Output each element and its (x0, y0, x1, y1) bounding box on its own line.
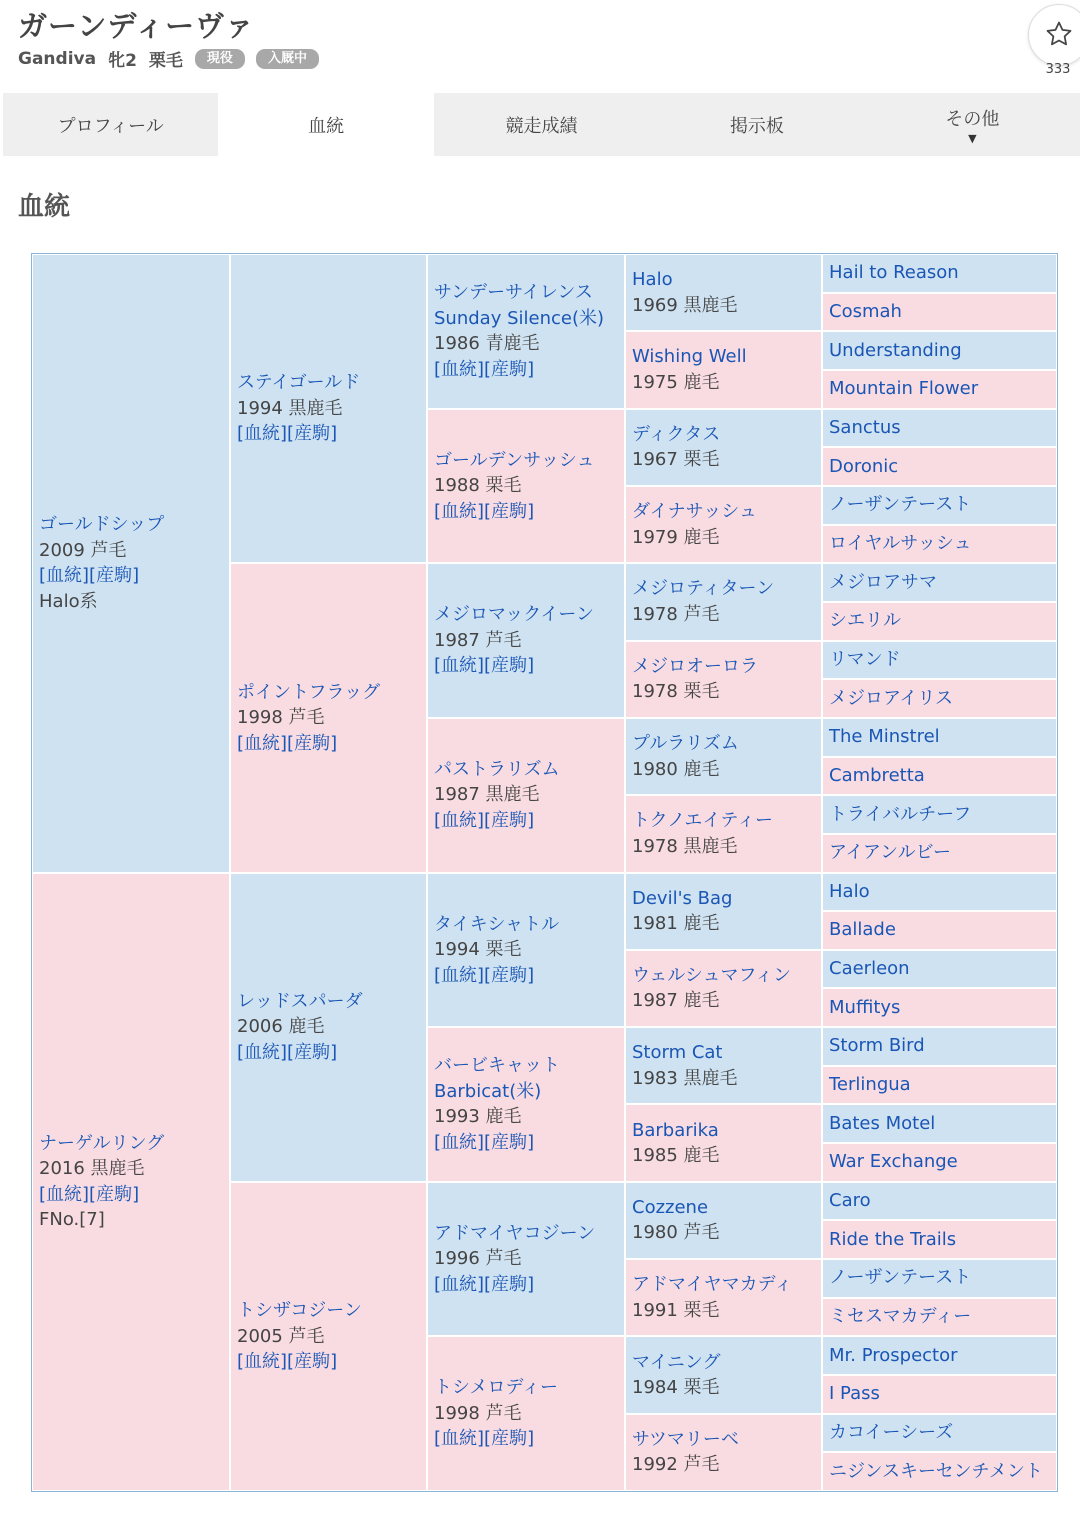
ancestor-name-link[interactable]: トクノエイティー (632, 810, 773, 832)
favorite-button[interactable] (1028, 4, 1080, 66)
pedigree-cell (625, 795, 822, 872)
ancestor-name-link[interactable]: ノーザンテースト (829, 1267, 972, 1289)
offspring-link[interactable]: [産駒] (484, 358, 535, 380)
ancestor-name-link[interactable]: カコイーシーズ (829, 1422, 954, 1444)
ancestor-birth-color: 1978 栗毛 (632, 681, 720, 703)
pedigree-table (32, 254, 1057, 1491)
ancestor-name-link[interactable]: Cosmah (829, 300, 902, 322)
ancestor-birth-color: 1998 芦毛 (237, 707, 325, 729)
ancestor-birth-color: 1983 黒鹿毛 (632, 1067, 738, 1089)
ancestor-birth-color: 1994 栗毛 (434, 939, 522, 961)
ancestor-links (434, 963, 624, 989)
ancestor-extra: Halo系 (39, 590, 98, 612)
ancestor-name-link[interactable]: サツマリーベ (632, 1428, 739, 1450)
ancestor-name-link[interactable]: ノーザンテースト (829, 494, 972, 516)
ancestor-name-link[interactable]: Devil's Bag (632, 887, 733, 909)
ancestor-birth-color: 1987 鹿毛 (632, 990, 720, 1012)
horse-subtitle (18, 46, 330, 71)
ancestor-name-link[interactable]: トシメロディー (434, 1377, 559, 1399)
ancestor-birth-color: 1987 黒鹿毛 (434, 784, 540, 806)
pedigree-cell (822, 293, 1057, 332)
pedigree-cell (32, 873, 230, 1492)
offspring-link[interactable]: [産駒] (484, 500, 535, 522)
ancestor-links (434, 499, 624, 525)
pedigree-cell (822, 757, 1057, 796)
pedigree-cell (625, 718, 822, 795)
tab-pedigree[interactable]: 血統 (218, 93, 433, 156)
pedigree-cell (427, 254, 625, 409)
ancestor-name-link[interactable]: Halo (829, 880, 870, 902)
ancestor-birth-color: 1992 芦毛 (632, 1454, 720, 1476)
ancestor-birth-color: 1998 芦毛 (434, 1402, 522, 1424)
ancestor-name-link[interactable]: ステイゴールド (237, 372, 361, 394)
ancestor-birth-color: 2009 芦毛 (39, 539, 127, 561)
offspring-link[interactable]: [産駒] (287, 1351, 338, 1373)
ancestor-links (39, 1182, 229, 1208)
ancestor-birth-color: 1979 鹿毛 (632, 526, 720, 548)
horse-sex-age: 牝2 (108, 51, 137, 71)
pedigree-link[interactable]: [血統] (237, 1351, 288, 1373)
ancestor-name-link[interactable]: Terlingua (829, 1074, 911, 1096)
pedigree-cell (32, 254, 230, 873)
pedigree-cell (822, 1375, 1057, 1414)
ancestor-name-link[interactable]: ゴールデンサッシュ (434, 449, 595, 471)
ancestor-name-link[interactable]: メジロティターン (632, 578, 775, 600)
ancestor-name-link[interactable]: Caerleon (829, 958, 910, 980)
pedigree-cell (822, 409, 1057, 448)
ancestor-birth-color: 1987 芦毛 (434, 629, 522, 651)
pedigree-cell (427, 718, 625, 873)
pedigree-cell (427, 563, 625, 718)
pedigree-cell (427, 1336, 625, 1491)
ancestor-birth-color: 2006 鹿毛 (237, 1016, 325, 1038)
tab-race-results[interactable]: 競走成績 (505, 115, 578, 137)
ancestor-birth-color: 1975 鹿毛 (632, 371, 720, 393)
ancestor-birth-color: 1980 芦毛 (632, 1222, 720, 1244)
pedigree-cell (625, 641, 822, 718)
ancestor-links (434, 1426, 624, 1452)
ancestor-name-link[interactable]: Muffitys (829, 996, 901, 1018)
pedigree-cell (822, 834, 1057, 873)
ancestor-name-link[interactable]: レッドスパーダ (237, 990, 363, 1012)
ancestor-name-link[interactable]: メジロマックイーン (434, 604, 595, 626)
pedigree-link[interactable]: [血統] (434, 809, 485, 831)
pedigree-cell (822, 1336, 1057, 1375)
pedigree-cell (822, 1298, 1057, 1337)
ancestor-name-link[interactable]: War Exchange (829, 1151, 958, 1173)
ancestor-links (39, 563, 229, 589)
favorite-count: 333 (1045, 62, 1071, 77)
ancestor-name-link[interactable]: Ballade (829, 919, 896, 941)
ancestor-name-link[interactable]: アドマイヤマカディ (632, 1274, 793, 1296)
caret-down-icon: ▼ (968, 132, 977, 145)
ancestor-name-link[interactable]: Storm Bird (829, 1035, 925, 1057)
ancestor-links (434, 1272, 624, 1298)
ancestor-name-link[interactable]: トシザコジーン (237, 1300, 362, 1322)
ancestor-name-link[interactable]: Cozzene (632, 1196, 709, 1218)
ancestor-name-link[interactable]: ロイヤルサッシュ (829, 532, 972, 554)
pedigree-link[interactable]: [血統] (434, 358, 485, 380)
ancestor-name-link[interactable]: マイニング (632, 1351, 721, 1373)
tab-bulletin-board[interactable]: 掲示板 (729, 115, 784, 137)
ancestor-birth-color: 1978 黒鹿毛 (632, 835, 738, 857)
ancestor-name-link[interactable]: ナーゲルリング (39, 1132, 165, 1154)
status-badge-active: 現役 (195, 49, 245, 69)
pedigree-cell (822, 486, 1057, 525)
pedigree-link[interactable]: [血統] (434, 655, 485, 677)
pedigree-cell (625, 254, 822, 331)
ancestor-birth-color: 2016 黒鹿毛 (39, 1158, 145, 1180)
pedigree-cell (822, 1027, 1057, 1066)
pedigree-cell (822, 1414, 1057, 1453)
ancestor-links (434, 357, 624, 383)
pedigree-cell (427, 1182, 625, 1337)
ancestor-name-link[interactable]: バービキャット (434, 1055, 560, 1077)
ancestor-birth-color: 1967 栗毛 (632, 449, 720, 471)
offspring-link[interactable]: [産駒] (89, 565, 140, 587)
pedigree-cell (822, 1259, 1057, 1298)
horse-color: 栗毛 (148, 51, 183, 71)
pedigree-cell (625, 1182, 822, 1259)
pedigree-cell (625, 873, 822, 950)
pedigree-cell (625, 1027, 822, 1104)
star-icon (1044, 19, 1074, 49)
ancestor-name-link[interactable]: アイアンルビー (829, 842, 951, 864)
offspring-link[interactable]: [産駒] (287, 423, 338, 445)
pedigree-cell (625, 1104, 822, 1181)
pedigree-cell (822, 370, 1057, 409)
horse-name: ガーンディーヴァ (18, 9, 255, 43)
offspring-link[interactable]: [産駒] (287, 732, 338, 754)
ancestor-name-link[interactable]: Ride the Trails (829, 1228, 957, 1250)
pedigree-link[interactable]: [血統] (237, 1041, 288, 1063)
ancestor-birth-color: 1994 黒鹿毛 (237, 397, 343, 419)
pedigree-cell (822, 1220, 1057, 1259)
offspring-link[interactable]: [産駒] (484, 1273, 535, 1295)
horse-header (0, 0, 1080, 92)
ancestor-birth-color: 1981 鹿毛 (632, 913, 720, 935)
pedigree-cell (230, 563, 427, 872)
ancestor-birth-color: 1985 鹿毛 (632, 1145, 720, 1167)
pedigree-cell (822, 1104, 1057, 1143)
ancestor-birth-color: 1988 栗毛 (434, 475, 522, 497)
ancestor-name-link[interactable]: ウェルシュマフィン (632, 964, 792, 986)
ancestor-birth-color: 1991 栗毛 (632, 1299, 720, 1321)
pedigree-cell (625, 1336, 822, 1413)
pedigree-cell (822, 641, 1057, 680)
pedigree-link[interactable]: [血統] (237, 732, 288, 754)
ancestor-name-link[interactable]: Cambretta (829, 764, 925, 786)
pedigree-cell (822, 447, 1057, 486)
ancestor-name-en-link[interactable]: Sunday Silence(米) (434, 307, 604, 329)
ancestor-name-link[interactable]: Wishing Well (632, 346, 747, 368)
offspring-link[interactable]: [産駒] (484, 655, 535, 677)
offspring-link[interactable]: [産駒] (484, 809, 535, 831)
ancestor-name-link[interactable]: Barbarika (632, 1119, 719, 1141)
status-badge-stable: 入厩中 (256, 49, 319, 69)
pedigree-cell (230, 1182, 427, 1491)
pedigree-cell (822, 1182, 1057, 1221)
pedigree-cell (822, 1452, 1057, 1491)
ancestor-name-link[interactable]: Doronic (829, 455, 899, 477)
tab-other[interactable] (865, 93, 1080, 156)
pedigree-cell (427, 409, 625, 564)
tab-bar (3, 93, 1080, 156)
ancestor-name-link[interactable]: アドマイヤコジーン (434, 1222, 596, 1244)
ancestor-birth-color: 1969 黒鹿毛 (632, 294, 738, 316)
ancestor-name-link[interactable]: ディクタス (632, 423, 721, 445)
ancestor-name-link[interactable]: トライバルチーフ (829, 803, 972, 825)
ancestor-name-link[interactable]: タイキシャトル (434, 913, 560, 935)
pedigree-cell (427, 873, 625, 1028)
ancestor-name-link[interactable]: Mountain Flower (829, 378, 979, 400)
ancestor-links (237, 1040, 426, 1066)
ancestor-name-link[interactable]: ポイントフラッグ (237, 681, 381, 703)
ancestor-links (434, 653, 624, 679)
pedigree-link[interactable]: [血統] (237, 423, 288, 445)
ancestor-birth-color: 1980 鹿毛 (632, 758, 720, 780)
pedigree-cell (822, 795, 1057, 834)
ancestor-name-link[interactable]: The Minstrel (829, 726, 940, 748)
ancestor-extra: FNo.[7] (39, 1209, 105, 1231)
pedigree-cell (822, 950, 1057, 989)
ancestor-links (237, 731, 426, 757)
tab-other-label: その他 (945, 109, 1000, 130)
offspring-link[interactable]: [産駒] (484, 1131, 535, 1153)
pedigree-cell (822, 911, 1057, 950)
ancestor-name-link[interactable]: ダイナサッシュ (632, 501, 757, 523)
pedigree-cell (822, 602, 1057, 641)
pedigree-cell (822, 254, 1057, 293)
pedigree-link[interactable]: [血統] (39, 565, 90, 587)
pedigree-cell (822, 331, 1057, 370)
ancestor-name-link[interactable]: リマンド (829, 648, 901, 670)
ancestor-links (434, 808, 624, 834)
ancestor-birth-color: 1996 芦毛 (434, 1248, 522, 1270)
pedigree-cell (625, 486, 822, 563)
ancestor-name-link[interactable]: パストラリズム (434, 758, 560, 780)
pedigree-cell (625, 563, 822, 640)
pedigree-cell (822, 873, 1057, 912)
pedigree-link[interactable]: [血統] (434, 500, 485, 522)
pedigree-cell (822, 563, 1057, 602)
pedigree-cell (822, 1066, 1057, 1105)
ancestor-name-link[interactable]: Bates Motel (829, 1112, 936, 1134)
pedigree-cell (822, 679, 1057, 718)
ancestor-name-link[interactable]: ゴールドシップ (39, 514, 165, 536)
ancestor-name-link[interactable]: サンデーサイレンス (434, 282, 593, 304)
ancestor-links (237, 1349, 426, 1375)
pedigree-cell (822, 988, 1057, 1027)
ancestor-birth-color: 1978 芦毛 (632, 603, 720, 625)
offspring-link[interactable]: [産駒] (484, 964, 535, 986)
ancestor-birth-color: 1993 鹿毛 (434, 1106, 522, 1128)
pedigree-cell (427, 1027, 625, 1182)
ancestor-name-link[interactable]: メジロオーロラ (632, 655, 758, 677)
ancestor-name-link[interactable]: Halo (632, 269, 673, 291)
pedigree-cell (625, 409, 822, 486)
ancestor-name-link[interactable]: Sanctus (829, 416, 901, 438)
pedigree-cell (230, 254, 427, 563)
section-title: 血統 (18, 192, 71, 222)
ancestor-name-link[interactable]: I Pass (829, 1383, 880, 1405)
pedigree-link[interactable]: [血統] (434, 1131, 485, 1153)
ancestor-links (434, 1130, 624, 1156)
ancestor-name-link[interactable]: Caro (829, 1190, 871, 1212)
pedigree-cell (230, 873, 427, 1182)
ancestor-name-link[interactable]: ミセスマカディー (829, 1306, 972, 1328)
pedigree-link[interactable]: [血統] (434, 964, 485, 986)
pedigree-cell (625, 1259, 822, 1336)
ancestor-birth-color: 1984 栗毛 (632, 1377, 720, 1399)
ancestor-name-link[interactable]: メジロアサマ (829, 571, 937, 593)
ancestor-name-link[interactable]: メジロアイリス (829, 687, 954, 709)
ancestor-name-en-link[interactable]: Barbicat(米) (434, 1080, 542, 1102)
pedigree-cell (625, 950, 822, 1027)
pedigree-cell (822, 718, 1057, 757)
pedigree-link[interactable]: [血統] (39, 1183, 90, 1205)
ancestor-name-link[interactable]: Storm Cat (632, 1042, 723, 1064)
pedigree-cell (625, 331, 822, 408)
offspring-link[interactable]: [産駒] (484, 1428, 535, 1450)
ancestor-name-link[interactable]: Understanding (829, 339, 962, 361)
offspring-link[interactable]: [産駒] (89, 1183, 140, 1205)
pedigree-cell (822, 525, 1057, 564)
pedigree-link[interactable]: [血統] (434, 1273, 485, 1295)
ancestor-name-link[interactable]: シエリル (829, 610, 901, 632)
ancestor-name-link[interactable]: ニジンスキーセンチメント (829, 1460, 1043, 1482)
pedigree-cell (625, 1414, 822, 1491)
pedigree-link[interactable]: [血統] (434, 1428, 485, 1450)
ancestor-links (237, 421, 426, 447)
ancestor-name-link[interactable]: Hail to Reason (829, 262, 959, 284)
ancestor-name-link[interactable]: Mr. Prospector (829, 1344, 958, 1366)
pedigree-cell (822, 1143, 1057, 1182)
ancestor-birth-color: 1986 青鹿毛 (434, 333, 540, 355)
offspring-link[interactable]: [産駒] (287, 1041, 338, 1063)
tab-profile[interactable]: プロフィール (57, 115, 164, 137)
ancestor-name-link[interactable]: プルラリズム (632, 733, 739, 755)
horse-name-en: Gandiva (18, 48, 97, 69)
ancestor-birth-color: 2005 芦毛 (237, 1325, 325, 1347)
